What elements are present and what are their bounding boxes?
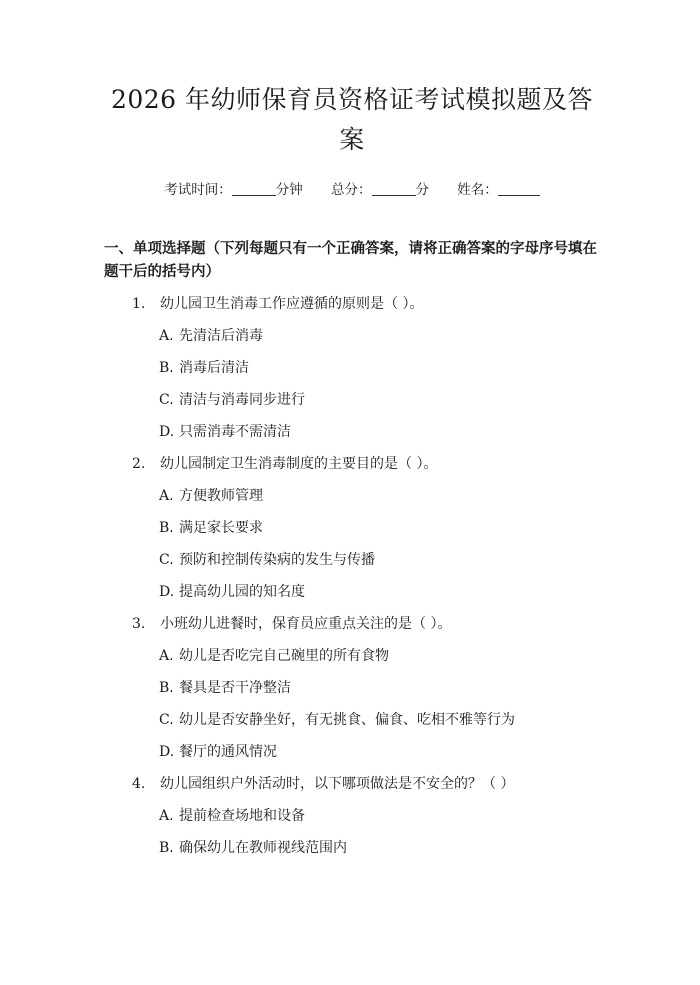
question-number: 2. [132, 456, 146, 472]
total-score-blank [372, 181, 416, 196]
option-letter: A. [159, 808, 174, 824]
answer-option [159, 357, 600, 379]
option-letter: B. [159, 840, 174, 856]
option-letter: C. [159, 552, 174, 568]
question-item [104, 613, 600, 635]
exam-time-unit: 分钟 [275, 182, 303, 198]
total-score-unit: 分 [415, 182, 429, 198]
answer-option [159, 709, 600, 731]
question-number: 3. [132, 616, 146, 632]
question-number: 4. [132, 776, 146, 792]
answer-option [159, 421, 600, 443]
option-letter: A. [159, 488, 174, 504]
question-item [104, 453, 600, 475]
page-title: 2026 年幼师保育员资格证考试模拟题及答案 [110, 85, 594, 154]
option-letter: C. [159, 392, 174, 408]
option-text: 餐具是否干净整洁 [179, 680, 291, 696]
name-label: 姓名： [457, 182, 498, 198]
answer-option [159, 581, 600, 603]
option-letter: A. [159, 648, 174, 664]
option-letter: D. [159, 584, 175, 600]
option-text: 消毒后清洁 [179, 360, 249, 376]
option-text: 幼儿是否吃完自己碗里的所有食物 [179, 648, 389, 664]
question-text: 幼儿园组织户外活动时，以下哪项做法是不安全的？（ ） [160, 776, 515, 792]
option-text: 方便教师管理 [179, 488, 263, 504]
exam-time-blank [232, 181, 276, 196]
option-text: 提高幼儿园的知名度 [179, 584, 305, 600]
option-text: 先清洁后消毒 [179, 328, 263, 344]
question-item [104, 773, 600, 795]
question-text: 小班幼儿进餐时，保育员应重点关注的是（ ）。 [160, 616, 452, 632]
option-letter: A. [159, 328, 174, 344]
answer-option [159, 645, 600, 667]
answer-option [159, 805, 600, 827]
option-text: 提前检查场地和设备 [179, 808, 305, 824]
exam-time-label: 考试时间： [164, 182, 232, 198]
answer-option [159, 389, 600, 411]
answer-option [159, 485, 600, 507]
answer-option [159, 837, 600, 859]
answer-option [159, 549, 600, 571]
total-score-field [331, 182, 433, 198]
option-letter: D. [159, 424, 175, 440]
total-score-label: 总分： [331, 182, 372, 198]
option-text: 满足家长要求 [179, 520, 263, 536]
option-letter: B. [159, 520, 174, 536]
answer-option [159, 325, 600, 347]
option-letter: D. [159, 744, 175, 760]
question-text: 幼儿园卫生消毒工作应遵循的原则是（ ）。 [160, 296, 424, 312]
option-text: 清洁与消毒同步进行 [179, 392, 305, 408]
option-letter: C. [159, 712, 174, 728]
answer-option [159, 741, 600, 763]
exam-time-field [164, 182, 307, 198]
option-letter: B. [159, 360, 174, 376]
option-letter: B. [159, 680, 174, 696]
option-text: 预防和控制传染病的发生与传播 [179, 552, 375, 568]
question-text: 幼儿园制定卫生消毒制度的主要目的是（ ）。 [160, 456, 438, 472]
option-text: 只需消毒不需清洁 [179, 424, 291, 440]
question-list [104, 293, 600, 859]
question-number: 1. [132, 296, 146, 312]
name-blank [498, 181, 540, 196]
exam-page [0, 80, 700, 985]
exam-meta [104, 180, 600, 200]
answer-option [159, 517, 600, 539]
name-field [457, 182, 540, 198]
option-text: 餐厅的通风情况 [179, 744, 277, 760]
section-heading: 一、单项选择题（下列每题只有一个正确答案，请将正确答案的字母序号填在题干后的括号内） [104, 240, 597, 280]
option-text: 幼儿是否安静坐好，有无挑食、偏食、吃相不雅等行为 [179, 712, 515, 728]
answer-option [159, 677, 600, 699]
question-item [104, 293, 600, 315]
option-text: 确保幼儿在教师视线范围内 [179, 840, 347, 856]
